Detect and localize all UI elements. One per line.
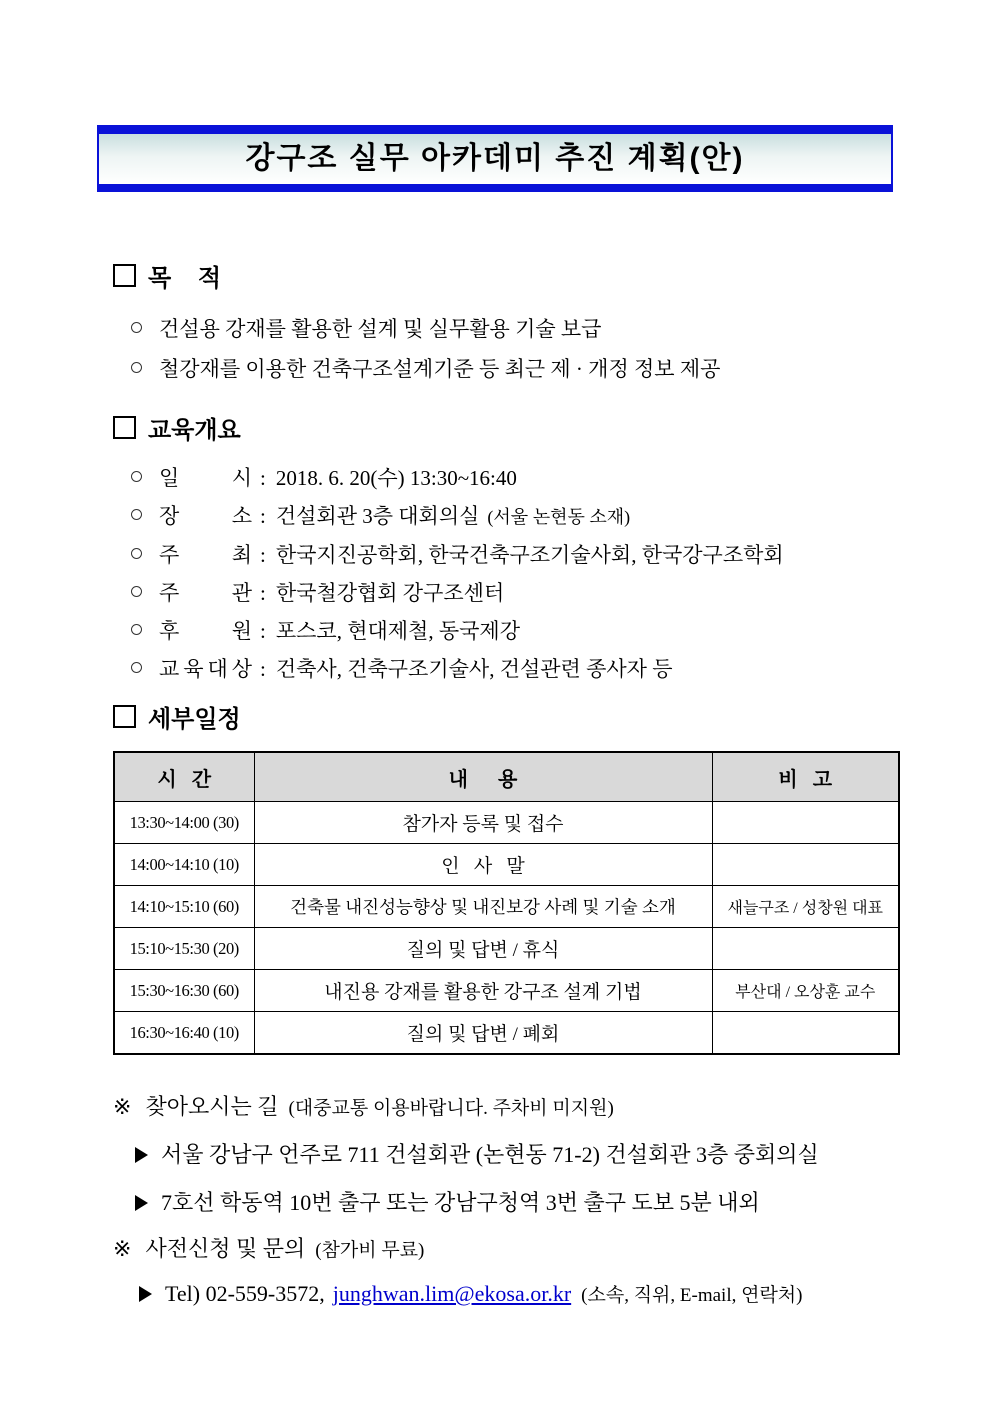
overview-row — [131, 650, 784, 688]
cell-remark — [712, 844, 899, 886]
contact-block — [113, 1232, 803, 1307]
overview-label: 일 시 — [159, 466, 252, 490]
overview-row — [131, 612, 784, 650]
table-row — [114, 802, 899, 844]
circle-bullet-icon — [131, 586, 142, 597]
directions-heading — [113, 1090, 819, 1121]
cell-time: 15:10~15:30 (20) — [114, 928, 254, 970]
purpose-item — [131, 349, 720, 389]
cell-time: 16:30~16:40 (10) — [114, 1012, 254, 1055]
contact-tel-line — [113, 1280, 803, 1307]
cell-remark — [712, 1012, 899, 1055]
overview-value: 한국지진공학회, 한국건축구조기술사회, 한국강구조학회 — [275, 543, 784, 567]
purpose-heading — [113, 258, 720, 293]
cell-content: 내진용 강재를 활용한 강구조 설계 기법 — [254, 970, 712, 1012]
circle-bullet-icon — [131, 624, 142, 635]
purpose-item-text: 철강재를 이용한 건축구조설계기준 등 최근 제 · 개정 정보 제공 — [159, 357, 721, 381]
purpose-heading-label: 목 적 — [148, 265, 222, 292]
table-row — [114, 844, 899, 886]
cell-content: 질의 및 답변 / 폐회 — [254, 1012, 712, 1055]
colon-separator: : — [260, 504, 266, 528]
contact-suffix: (소속, 직위, E-mail, 연락처) — [581, 1285, 803, 1306]
circle-bullet-icon — [131, 662, 142, 673]
overview-row — [131, 497, 784, 536]
schedule-heading — [113, 699, 900, 734]
cell-content: 참가자 등록 및 접수 — [254, 802, 712, 844]
play-triangle-icon — [135, 1147, 148, 1163]
overview-label: 주 관 — [159, 581, 252, 605]
contact-title: 사전신청 및 문의 — [145, 1236, 306, 1261]
overview-label: 교 육 대 상 — [159, 657, 252, 681]
square-box-icon — [113, 264, 136, 287]
square-box-icon — [113, 416, 136, 439]
circle-bullet-icon — [131, 509, 142, 520]
schedule-heading-label: 세부일정 — [148, 706, 241, 733]
col-header-remark: 비 고 — [712, 752, 899, 802]
overview-value: 건설회관 3층 대회의실 — [275, 504, 480, 528]
directions-item-text: 7호선 학동역 10번 출구 또는 강남구청역 3번 출구 도보 5분 내외 — [161, 1190, 760, 1215]
cell-content: 인 사 말 — [254, 844, 712, 886]
overview-value: 포스코, 현대제철, 동국제강 — [275, 619, 520, 643]
purpose-item — [131, 309, 720, 349]
directions-note: (대중교통 이용바랍니다. 주차비 미지원) — [288, 1098, 614, 1119]
cell-time: 14:00~14:10 (10) — [114, 844, 254, 886]
col-header-content: 내 용 — [254, 752, 712, 802]
table-header-row — [114, 752, 899, 802]
directions-block — [113, 1090, 819, 1217]
overview-label: 장 소 — [159, 504, 252, 528]
overview-row — [131, 536, 784, 574]
overview-heading-label: 교육개요 — [148, 417, 241, 444]
overview-value: 2018. 6. 20(수) 13:30~16:40 — [275, 466, 517, 490]
play-triangle-icon — [139, 1286, 152, 1302]
cell-content: 질의 및 답변 / 휴식 — [254, 928, 712, 970]
square-box-icon — [113, 705, 136, 728]
directions-title: 찾아오시는 길 — [145, 1094, 279, 1119]
cell-remark: 부산대 / 오상훈 교수 — [712, 970, 899, 1012]
table-row — [114, 1012, 899, 1055]
table-row — [114, 970, 899, 1012]
reference-mark-icon: ※ — [113, 1236, 132, 1261]
directions-item — [113, 1138, 819, 1169]
colon-separator: : — [260, 543, 266, 567]
cell-time: 14:10~15:10 (60) — [114, 886, 254, 928]
section-schedule — [113, 699, 900, 1055]
overview-value-note: (서울 논현동 소재) — [487, 507, 631, 527]
play-triangle-icon — [135, 1195, 148, 1211]
section-purpose — [113, 258, 720, 389]
table-row — [114, 928, 899, 970]
section-overview — [113, 410, 784, 688]
directions-item-text: 서울 강남구 언주로 711 건설회관 (논현동 71-2) 건설회관 3층 중회의실 — [161, 1142, 819, 1167]
cell-time: 13:30~14:00 (30) — [114, 802, 254, 844]
directions-item — [113, 1186, 819, 1217]
page-title: 강구조 실무 아카데미 추진 계획(안) — [245, 142, 745, 175]
colon-separator: : — [260, 466, 266, 490]
contact-note: (참가비 무료) — [315, 1240, 425, 1261]
overview-heading — [113, 410, 784, 445]
title-banner — [97, 125, 893, 192]
colon-separator: : — [260, 581, 266, 605]
circle-bullet-icon — [131, 362, 142, 373]
overview-row — [131, 459, 784, 497]
cell-remark — [712, 802, 899, 844]
circle-bullet-icon — [131, 322, 142, 333]
contact-tel: Tel) 02-559-3572, — [165, 1281, 325, 1306]
reference-mark-icon: ※ — [113, 1094, 132, 1119]
colon-separator: : — [260, 657, 266, 681]
schedule-table — [113, 751, 900, 1055]
col-header-time: 시 간 — [114, 752, 254, 802]
overview-list — [113, 459, 784, 688]
circle-bullet-icon — [131, 548, 142, 559]
contact-heading — [113, 1232, 803, 1263]
overview-label: 후 원 — [159, 619, 252, 643]
cell-remark: 새늘구조 / 성창원 대표 — [712, 886, 899, 928]
cell-time: 15:30~16:30 (60) — [114, 970, 254, 1012]
table-row — [114, 886, 899, 928]
cell-content: 건축물 내진성능향상 및 내진보강 사례 및 기술 소개 — [254, 886, 712, 928]
overview-label: 주 최 — [159, 543, 252, 567]
colon-separator: : — [260, 619, 266, 643]
overview-value: 한국철강협회 강구조센터 — [275, 581, 505, 605]
circle-bullet-icon — [131, 471, 142, 482]
overview-value: 건축사, 건축구조기술사, 건설관련 종사자 등 — [275, 657, 673, 681]
purpose-item-text: 건설용 강재를 활용한 설계 및 실무활용 기술 보급 — [159, 317, 602, 341]
contact-email-link[interactable]: junghwan.lim@ekosa.or.kr — [332, 1281, 572, 1306]
overview-row — [131, 574, 784, 612]
cell-remark — [712, 928, 899, 970]
purpose-list — [113, 309, 720, 389]
